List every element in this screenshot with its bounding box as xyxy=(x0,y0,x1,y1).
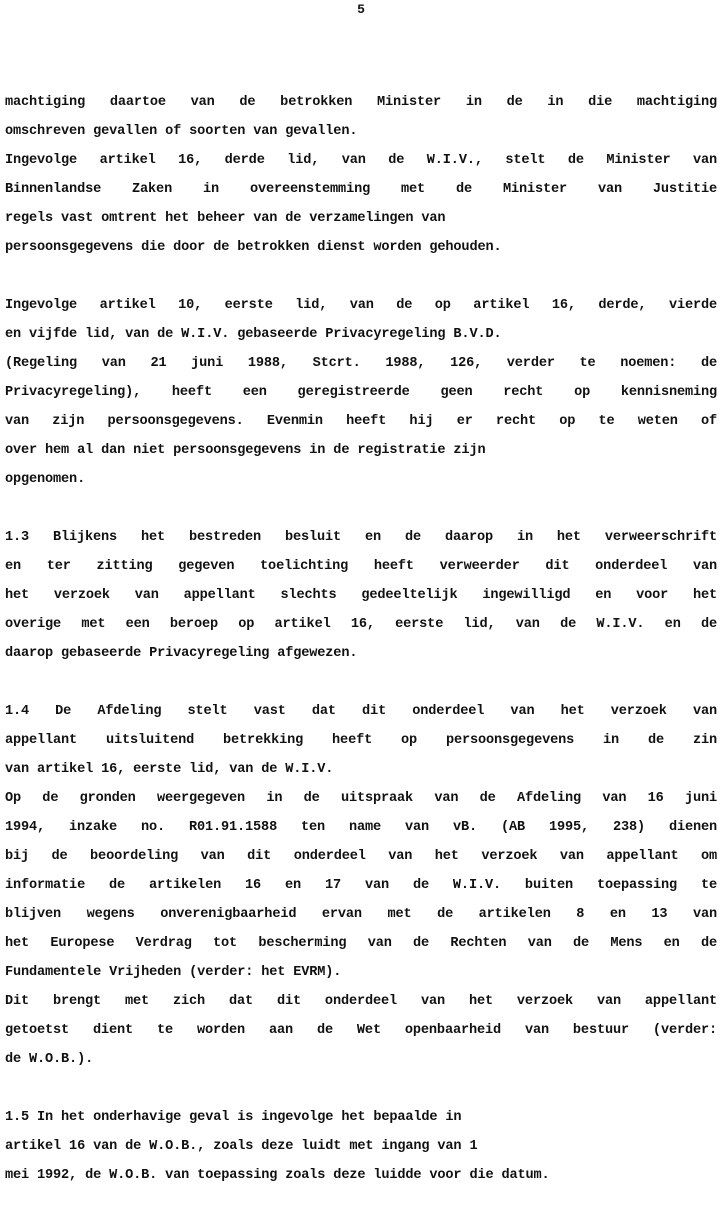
text-line: (Regeling van 21 juni 1988, Stcrt. 1988, 126, verder te noemen: de xyxy=(5,356,717,371)
text-line: het verzoek van appellant slechts gedeeltelijk ingewilligd en voor het xyxy=(5,588,717,603)
text-line: getoetst dient te worden aan de Wet openbaarheid van bestuur (verder: xyxy=(5,1023,717,1038)
text-line: en ter zitting gegeven toelichting heeft verweerder dit onderdeel van xyxy=(5,559,717,574)
text-line: blijven wegens onverenigbaarheid ervan met de artikelen 8 en 13 van xyxy=(5,907,717,922)
text-line: informatie de artikelen 16 en 17 van de W.I.V. buiten toepassing te xyxy=(5,878,717,893)
text-line: overige met een beroep op artikel 16, eerste lid, van de W.I.V. en de xyxy=(5,617,717,632)
text-line: daarop gebaseerde Privacyregeling afgewezen. xyxy=(5,646,358,661)
text-line: 1.5 In het onderhavige geval is ingevolge het bepaalde in xyxy=(5,1110,462,1125)
text-line: het Europese Verdrag tot bescherming van de Rechten van de Mens en de xyxy=(5,936,717,951)
document-body xyxy=(5,88,717,1219)
paragraph-1-4 xyxy=(5,697,717,1074)
text-line: van zijn persoonsgegevens. Evenmin heeft hij er recht op te weten of xyxy=(5,414,717,429)
text-line: Ingevolge artikel 16, derde lid, van de W.I.V., stelt de Minister van xyxy=(5,153,717,168)
text-line: en vijfde lid, van de W.I.V. gebaseerde Privacyregeling B.V.D. xyxy=(5,327,502,342)
text-line: 1994, inzake no. R01.91.1588 ten name van vB. (AB 1995, 238) dienen xyxy=(5,820,717,835)
text-line: machtiging daartoe van de betrokken Minister in de in die machtiging xyxy=(5,95,717,110)
text-line: bij de beoordeling van dit onderdeel van het verzoek van appellant om xyxy=(5,849,717,864)
text-line: persoonsgegevens die door de betrokken dienst worden gehouden. xyxy=(5,240,502,255)
paragraph-2 xyxy=(5,291,717,494)
paragraph-1 xyxy=(5,88,717,262)
text-line: regels vast omtrent het beheer van de verzamelingen van xyxy=(5,211,446,226)
text-line: over hem al dan niet persoonsgegevens in de registratie zijn xyxy=(5,443,486,458)
text-line: de W.O.B.). xyxy=(5,1052,94,1067)
text-line: mei 1992, de W.O.B. van toepassing zoals deze luidde voor die datum. xyxy=(5,1168,550,1183)
text-line: Dit brengt met zich dat dit onderdeel van het verzoek van appellant xyxy=(5,994,717,1009)
text-line: opgenomen. xyxy=(5,472,86,487)
text-line: Ingevolge artikel 10, eerste lid, van de op artikel 16, derde, vierde xyxy=(5,298,717,313)
text-line: 1.3 Blijkens het bestreden besluit en de daarop in het verweerschrift xyxy=(5,530,717,545)
paragraph-1-3 xyxy=(5,523,717,668)
text-line: van artikel 16, eerste lid, van de W.I.V. xyxy=(5,762,334,777)
text-line: Fundamentele Vrijheden (verder: het EVRM). xyxy=(5,965,342,980)
text-line: artikel 16 van de W.O.B., zoals deze luidt met ingang van 1 xyxy=(5,1139,478,1154)
text-line: Binnenlandse Zaken in overeenstemming met de Minister van Justitie xyxy=(5,182,717,197)
text-line: appellant uitsluitend betrekking heeft op persoonsgegevens in de zin xyxy=(5,733,717,748)
text-line: Op de gronden weergegeven in de uitspraak van de Afdeling van 16 juni xyxy=(5,791,717,806)
paragraph-1-5 xyxy=(5,1103,717,1190)
page-number: 5 xyxy=(357,2,365,17)
text-line: Privacyregeling), heeft een geregistreerde geen recht op kennisneming xyxy=(5,385,717,400)
text-line: omschreven gevallen of soorten van gevallen. xyxy=(5,124,358,139)
text-line: 1.4 De Afdeling stelt vast dat dit onderdeel van het verzoek van xyxy=(5,704,717,719)
